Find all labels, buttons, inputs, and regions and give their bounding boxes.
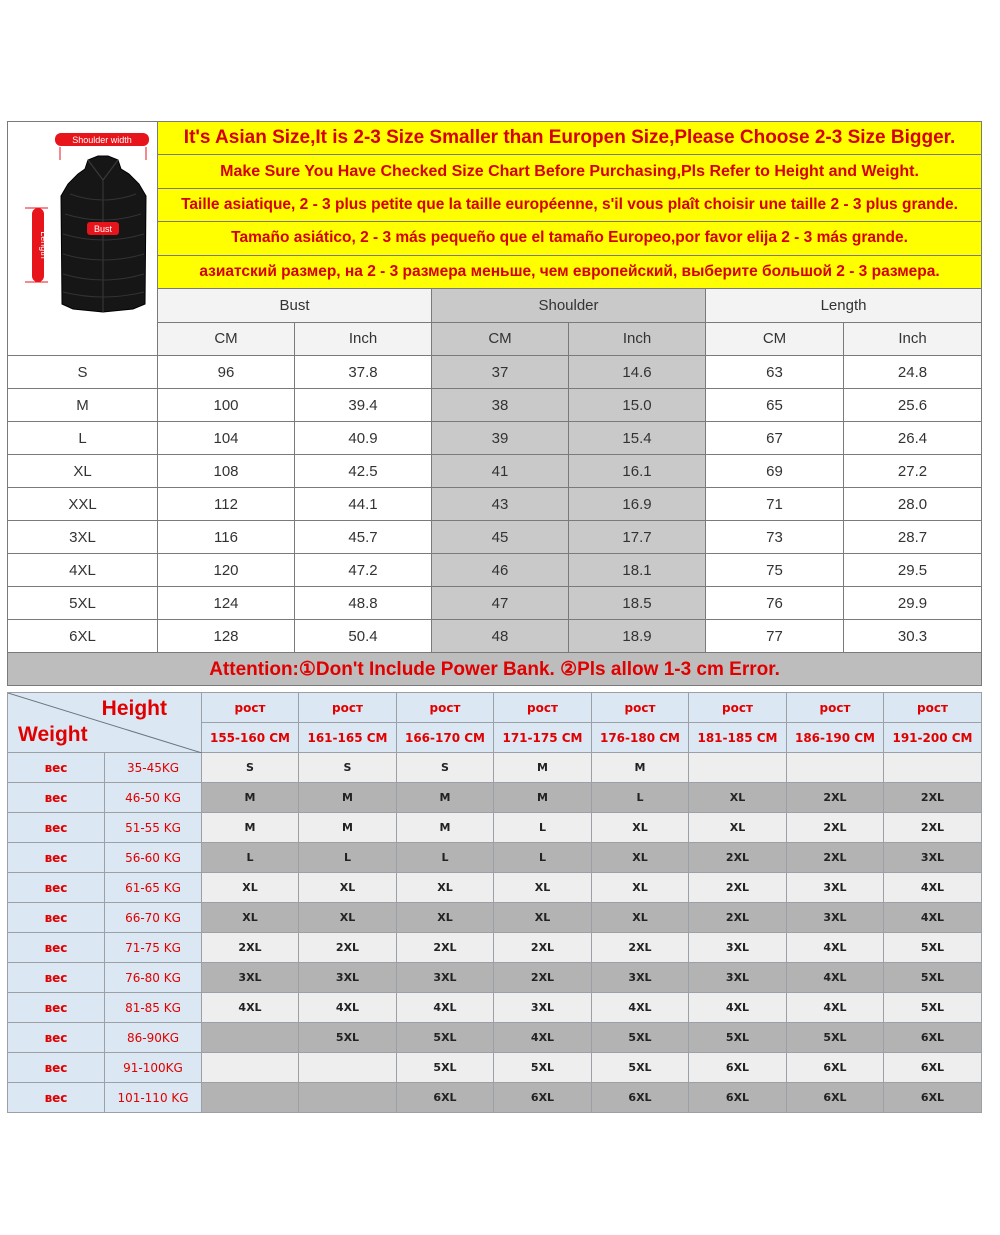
recommended-size-cell: M bbox=[592, 753, 689, 783]
recommended-size-cell: 2XL bbox=[689, 873, 787, 903]
banner-russian: азиатский размер, на 2 - 3 размера меньше, чем европейский, выберите большой 2 - 3 размера. bbox=[158, 255, 982, 288]
recommended-size-cell bbox=[202, 1083, 299, 1113]
measurement-cell: 15.0 bbox=[569, 389, 706, 422]
weight-row bbox=[8, 843, 982, 873]
recommended-size-cell: 5XL bbox=[397, 1023, 494, 1053]
recommended-size-cell: 2XL bbox=[689, 843, 787, 873]
recommended-size-cell: 2XL bbox=[884, 813, 982, 843]
measurement-cell: 15.4 bbox=[569, 422, 706, 455]
weight-range: 91-100KG bbox=[105, 1053, 202, 1083]
size-label: M bbox=[8, 389, 158, 422]
size-chart-table bbox=[7, 121, 982, 686]
recommended-size-cell: 4XL bbox=[787, 993, 884, 1023]
measurement-cell: 38 bbox=[432, 389, 569, 422]
recommended-size-cell bbox=[884, 753, 982, 783]
weight-word: вес bbox=[8, 903, 105, 933]
measurement-cell: 45.7 bbox=[295, 521, 432, 554]
size-row bbox=[8, 356, 982, 389]
recommended-size-cell: 4XL bbox=[689, 993, 787, 1023]
measurement-cell: 112 bbox=[158, 488, 295, 521]
recommended-size-cell: 3XL bbox=[202, 963, 299, 993]
weight-word: вес bbox=[8, 993, 105, 1023]
measurement-cell: 65 bbox=[706, 389, 844, 422]
recommended-size-cell: M bbox=[202, 783, 299, 813]
vest-diagram bbox=[8, 122, 158, 356]
recommended-size-cell bbox=[202, 1023, 299, 1053]
measurement-cell: 17.7 bbox=[569, 521, 706, 554]
recommended-size-cell: M bbox=[494, 753, 592, 783]
measurement-cell: 76 bbox=[706, 587, 844, 620]
size-row bbox=[8, 521, 982, 554]
weight-range: 101-110 KG bbox=[105, 1083, 202, 1113]
recommended-size-cell: S bbox=[299, 753, 397, 783]
weight-word: вес bbox=[8, 873, 105, 903]
measurement-cell: 96 bbox=[158, 356, 295, 389]
weight-range: 46-50 KG bbox=[105, 783, 202, 813]
size-row bbox=[8, 389, 982, 422]
unit-header: CM bbox=[432, 322, 569, 355]
weight-range: 81-85 KG bbox=[105, 993, 202, 1023]
height-weight-corner bbox=[8, 693, 202, 753]
recommended-size-cell: 4XL bbox=[202, 993, 299, 1023]
measurement-cell: 26.4 bbox=[844, 422, 982, 455]
recommended-size-cell: 3XL bbox=[787, 873, 884, 903]
weight-word: вес bbox=[8, 753, 105, 783]
measurement-cell: 43 bbox=[432, 488, 569, 521]
recommended-size-cell: 6XL bbox=[689, 1083, 787, 1113]
recommended-size-cell: 4XL bbox=[397, 993, 494, 1023]
measurement-cell: 75 bbox=[706, 554, 844, 587]
size-label: 5XL bbox=[8, 587, 158, 620]
measurement-cell: 128 bbox=[158, 620, 295, 653]
header-shoulder: Shoulder bbox=[432, 289, 706, 322]
recommended-size-cell: XL bbox=[494, 903, 592, 933]
height-range: 155-160 CM bbox=[202, 723, 299, 753]
measurement-cell: 16.9 bbox=[569, 488, 706, 521]
recommended-size-cell: XL bbox=[299, 903, 397, 933]
recommended-size-cell: 2XL bbox=[494, 963, 592, 993]
measurement-cell: 28.0 bbox=[844, 488, 982, 521]
recommended-size-cell: 4XL bbox=[299, 993, 397, 1023]
weight-range: 51-55 KG bbox=[105, 813, 202, 843]
height-word: рост bbox=[884, 693, 982, 723]
height-word: рост bbox=[202, 693, 299, 723]
recommended-size-cell: XL bbox=[397, 873, 494, 903]
height-range: 181-185 CM bbox=[689, 723, 787, 753]
recommended-size-cell: M bbox=[494, 783, 592, 813]
recommended-size-cell: M bbox=[299, 783, 397, 813]
weight-range: 35-45KG bbox=[105, 753, 202, 783]
recommended-size-cell: 4XL bbox=[884, 903, 982, 933]
recommended-size-cell: S bbox=[397, 753, 494, 783]
recommended-size-cell: 5XL bbox=[494, 1053, 592, 1083]
recommended-size-cell: XL bbox=[592, 873, 689, 903]
measurement-cell: 25.6 bbox=[844, 389, 982, 422]
measurement-cell: 41 bbox=[432, 455, 569, 488]
vest-picture bbox=[8, 122, 156, 355]
unit-header: CM bbox=[706, 322, 844, 355]
measurement-cell: 63 bbox=[706, 356, 844, 389]
measurement-cell: 47 bbox=[432, 587, 569, 620]
measurement-cell: 37 bbox=[432, 356, 569, 389]
recommended-size-cell: XL bbox=[689, 813, 787, 843]
recommended-size-cell: 2XL bbox=[787, 813, 884, 843]
weight-row bbox=[8, 1083, 982, 1113]
banner-check-chart: Make Sure You Have Checked Size Chart Before Purchasing,Pls Refer to Height and Weight. bbox=[158, 155, 982, 188]
recommended-size-cell: XL bbox=[202, 873, 299, 903]
measurement-cell: 30.3 bbox=[844, 620, 982, 653]
recommended-size-cell: 2XL bbox=[299, 933, 397, 963]
weight-label: Weight bbox=[18, 723, 88, 746]
size-label: XL bbox=[8, 455, 158, 488]
recommended-size-cell: 5XL bbox=[884, 963, 982, 993]
measurement-cell: 48.8 bbox=[295, 587, 432, 620]
weight-word: вес bbox=[8, 1023, 105, 1053]
height-label: Height bbox=[101, 697, 167, 720]
recommended-size-cell: M bbox=[397, 783, 494, 813]
recommended-size-cell bbox=[787, 753, 884, 783]
recommended-size-cell: 3XL bbox=[299, 963, 397, 993]
recommended-size-cell: M bbox=[202, 813, 299, 843]
recommended-size-cell: XL bbox=[397, 903, 494, 933]
attention-note: Attention:①Don't Include Power Bank. ②Pls allow 1-3 cm Error. bbox=[8, 653, 982, 686]
recommended-size-cell: XL bbox=[494, 873, 592, 903]
measurement-cell: 77 bbox=[706, 620, 844, 653]
measurement-cell: 37.8 bbox=[295, 356, 432, 389]
height-weight-chart bbox=[7, 692, 981, 1115]
size-rows bbox=[8, 356, 982, 653]
measurement-cell: 48 bbox=[432, 620, 569, 653]
measurement-cell: 27.2 bbox=[844, 455, 982, 488]
recommended-size-cell: XL bbox=[689, 783, 787, 813]
measurement-cell: 39.4 bbox=[295, 389, 432, 422]
height-word: рост bbox=[494, 693, 592, 723]
size-label: 4XL bbox=[8, 554, 158, 587]
size-label: L bbox=[8, 422, 158, 455]
length-label: Length bbox=[39, 231, 49, 259]
recommended-size-cell: 4XL bbox=[884, 873, 982, 903]
recommended-size-cell: L bbox=[299, 843, 397, 873]
recommended-size-cell: XL bbox=[592, 813, 689, 843]
size-label: S bbox=[8, 356, 158, 389]
height-word: рост bbox=[299, 693, 397, 723]
measurement-cell: 67 bbox=[706, 422, 844, 455]
weight-row bbox=[8, 753, 982, 783]
recommended-size-cell: 6XL bbox=[494, 1083, 592, 1113]
recommended-size-cell: 3XL bbox=[787, 903, 884, 933]
recommended-size-cell: 6XL bbox=[884, 1053, 982, 1083]
bust-label: Bust bbox=[93, 224, 113, 234]
weight-range: 76-80 KG bbox=[105, 963, 202, 993]
size-label: XXL bbox=[8, 488, 158, 521]
measurement-cell: 40.9 bbox=[295, 422, 432, 455]
recommended-size-cell: M bbox=[299, 813, 397, 843]
size-label: 6XL bbox=[8, 620, 158, 653]
weight-word: вес bbox=[8, 1053, 105, 1083]
recommended-size-cell: L bbox=[397, 843, 494, 873]
recommended-size-cell bbox=[299, 1083, 397, 1113]
banner-asian-size: It's Asian Size,It is 2-3 Size Smaller than Europen Size,Please Choose 2-3 Size Bigger. bbox=[158, 122, 982, 155]
measurement-cell: 69 bbox=[706, 455, 844, 488]
height-range: 176-180 CM bbox=[592, 723, 689, 753]
recommended-size-cell: 2XL bbox=[689, 903, 787, 933]
recommended-size-cell: 2XL bbox=[787, 783, 884, 813]
recommended-size-cell: 2XL bbox=[787, 843, 884, 873]
recommended-size-cell: 4XL bbox=[787, 963, 884, 993]
measurement-cell: 29.5 bbox=[844, 554, 982, 587]
weight-word: вес bbox=[8, 813, 105, 843]
height-range: 186-190 CM bbox=[787, 723, 884, 753]
weight-row bbox=[8, 903, 982, 933]
recommended-size-cell: 5XL bbox=[689, 1023, 787, 1053]
weight-row bbox=[8, 993, 982, 1023]
height-range: 191-200 CM bbox=[884, 723, 982, 753]
recommended-size-cell: L bbox=[592, 783, 689, 813]
size-chart bbox=[7, 121, 981, 686]
banner-spanish: Tamaño asiático, 2 - 3 más pequeño que el tamaño Europeo,por favor elija 2 - 3 más grande. bbox=[158, 222, 982, 255]
weight-word: вес bbox=[8, 933, 105, 963]
size-row bbox=[8, 422, 982, 455]
size-row bbox=[8, 488, 982, 521]
recommended-size-cell: S bbox=[202, 753, 299, 783]
measurement-cell: 28.7 bbox=[844, 521, 982, 554]
recommended-size-cell: 2XL bbox=[884, 783, 982, 813]
recommended-size-cell: 5XL bbox=[884, 993, 982, 1023]
recommended-size-cell: 2XL bbox=[494, 933, 592, 963]
measurement-cell: 120 bbox=[158, 554, 295, 587]
recommended-size-cell: 6XL bbox=[689, 1053, 787, 1083]
recommended-size-cell: 5XL bbox=[299, 1023, 397, 1053]
recommended-size-cell: L bbox=[494, 813, 592, 843]
measurement-cell: 16.1 bbox=[569, 455, 706, 488]
measurement-cell: 39 bbox=[432, 422, 569, 455]
measurement-cell: 104 bbox=[158, 422, 295, 455]
weight-row bbox=[8, 813, 982, 843]
measurement-cell: 108 bbox=[158, 455, 295, 488]
recommended-size-cell: 3XL bbox=[397, 963, 494, 993]
recommended-size-cell: 3XL bbox=[689, 933, 787, 963]
recommended-size-cell: 4XL bbox=[787, 933, 884, 963]
measurement-cell: 42.5 bbox=[295, 455, 432, 488]
recommended-size-cell: 5XL bbox=[397, 1053, 494, 1083]
recommended-size-cell: 3XL bbox=[884, 843, 982, 873]
measurement-cell: 44.1 bbox=[295, 488, 432, 521]
recommended-size-cell bbox=[202, 1053, 299, 1083]
recommended-size-cell: 3XL bbox=[689, 963, 787, 993]
size-row bbox=[8, 587, 982, 620]
measurement-cell: 24.8 bbox=[844, 356, 982, 389]
weight-range: 61-65 KG bbox=[105, 873, 202, 903]
recommended-size-cell: 3XL bbox=[494, 993, 592, 1023]
recommended-size-cell bbox=[299, 1053, 397, 1083]
recommended-size-cell: 5XL bbox=[787, 1023, 884, 1053]
height-word: рост bbox=[397, 693, 494, 723]
recommended-size-cell: 6XL bbox=[787, 1083, 884, 1113]
recommended-size-cell: 2XL bbox=[202, 933, 299, 963]
recommended-size-cell: M bbox=[397, 813, 494, 843]
unit-header: CM bbox=[158, 322, 295, 355]
weight-word: вес bbox=[8, 783, 105, 813]
hw-rows bbox=[8, 753, 982, 1113]
recommended-size-cell: 5XL bbox=[884, 933, 982, 963]
banner-french: Taille asiatique, 2 - 3 plus petite que la taille européenne, s'il vous plaît choisir une taille 2 - 3 plus grande. bbox=[158, 188, 982, 221]
weight-range: 66-70 KG bbox=[105, 903, 202, 933]
recommended-size-cell: 4XL bbox=[494, 1023, 592, 1053]
header-bust: Bust bbox=[158, 289, 432, 322]
height-word: рост bbox=[592, 693, 689, 723]
height-range: 166-170 CM bbox=[397, 723, 494, 753]
weight-range: 56-60 KG bbox=[105, 843, 202, 873]
recommended-size-cell: 2XL bbox=[592, 933, 689, 963]
recommended-size-cell: L bbox=[202, 843, 299, 873]
header-length: Length bbox=[706, 289, 982, 322]
measurement-cell: 18.5 bbox=[569, 587, 706, 620]
measurement-cell: 18.1 bbox=[569, 554, 706, 587]
weight-row bbox=[8, 1053, 982, 1083]
weight-word: вес bbox=[8, 963, 105, 993]
measurement-cell: 124 bbox=[158, 587, 295, 620]
measurement-cell: 116 bbox=[158, 521, 295, 554]
weight-row bbox=[8, 1023, 982, 1053]
weight-row bbox=[8, 783, 982, 813]
unit-header: Inch bbox=[295, 322, 432, 355]
recommended-size-cell: 6XL bbox=[787, 1053, 884, 1083]
size-row bbox=[8, 620, 982, 653]
weight-row bbox=[8, 963, 982, 993]
recommended-size-cell: 6XL bbox=[397, 1083, 494, 1113]
weight-row bbox=[8, 933, 982, 963]
recommended-size-cell: 5XL bbox=[592, 1023, 689, 1053]
recommended-size-cell bbox=[689, 753, 787, 783]
height-range: 171-175 CM bbox=[494, 723, 592, 753]
recommended-size-cell: XL bbox=[592, 843, 689, 873]
weight-word: вес bbox=[8, 843, 105, 873]
measurement-cell: 29.9 bbox=[844, 587, 982, 620]
measurement-cell: 46 bbox=[432, 554, 569, 587]
recommended-size-cell: XL bbox=[592, 903, 689, 933]
weight-row bbox=[8, 873, 982, 903]
unit-header: Inch bbox=[844, 322, 982, 355]
measurement-cell: 71 bbox=[706, 488, 844, 521]
height-word: рост bbox=[689, 693, 787, 723]
recommended-size-cell: 3XL bbox=[592, 963, 689, 993]
measurement-cell: 14.6 bbox=[569, 356, 706, 389]
recommended-size-cell: XL bbox=[202, 903, 299, 933]
size-row bbox=[8, 554, 982, 587]
height-word: рост bbox=[787, 693, 884, 723]
recommended-size-cell: 6XL bbox=[592, 1083, 689, 1113]
measurement-cell: 47.2 bbox=[295, 554, 432, 587]
recommended-size-cell: 6XL bbox=[884, 1083, 982, 1113]
recommended-size-cell: XL bbox=[299, 873, 397, 903]
size-label: 3XL bbox=[8, 521, 158, 554]
recommended-size-cell: 6XL bbox=[884, 1023, 982, 1053]
measurement-cell: 100 bbox=[158, 389, 295, 422]
recommended-size-cell: 2XL bbox=[397, 933, 494, 963]
measurement-cell: 73 bbox=[706, 521, 844, 554]
weight-range: 71-75 KG bbox=[105, 933, 202, 963]
measurement-cell: 50.4 bbox=[295, 620, 432, 653]
shoulder-width-label: Shoulder width bbox=[72, 135, 132, 145]
height-range: 161-165 CM bbox=[299, 723, 397, 753]
weight-range: 86-90KG bbox=[105, 1023, 202, 1053]
recommended-size-cell: 4XL bbox=[592, 993, 689, 1023]
size-row bbox=[8, 455, 982, 488]
measurement-cell: 18.9 bbox=[569, 620, 706, 653]
recommended-size-cell: L bbox=[494, 843, 592, 873]
measurement-cell: 45 bbox=[432, 521, 569, 554]
recommended-size-cell: 5XL bbox=[592, 1053, 689, 1083]
weight-word: вес bbox=[8, 1083, 105, 1113]
height-weight-table bbox=[7, 692, 982, 1113]
unit-header: Inch bbox=[569, 322, 706, 355]
